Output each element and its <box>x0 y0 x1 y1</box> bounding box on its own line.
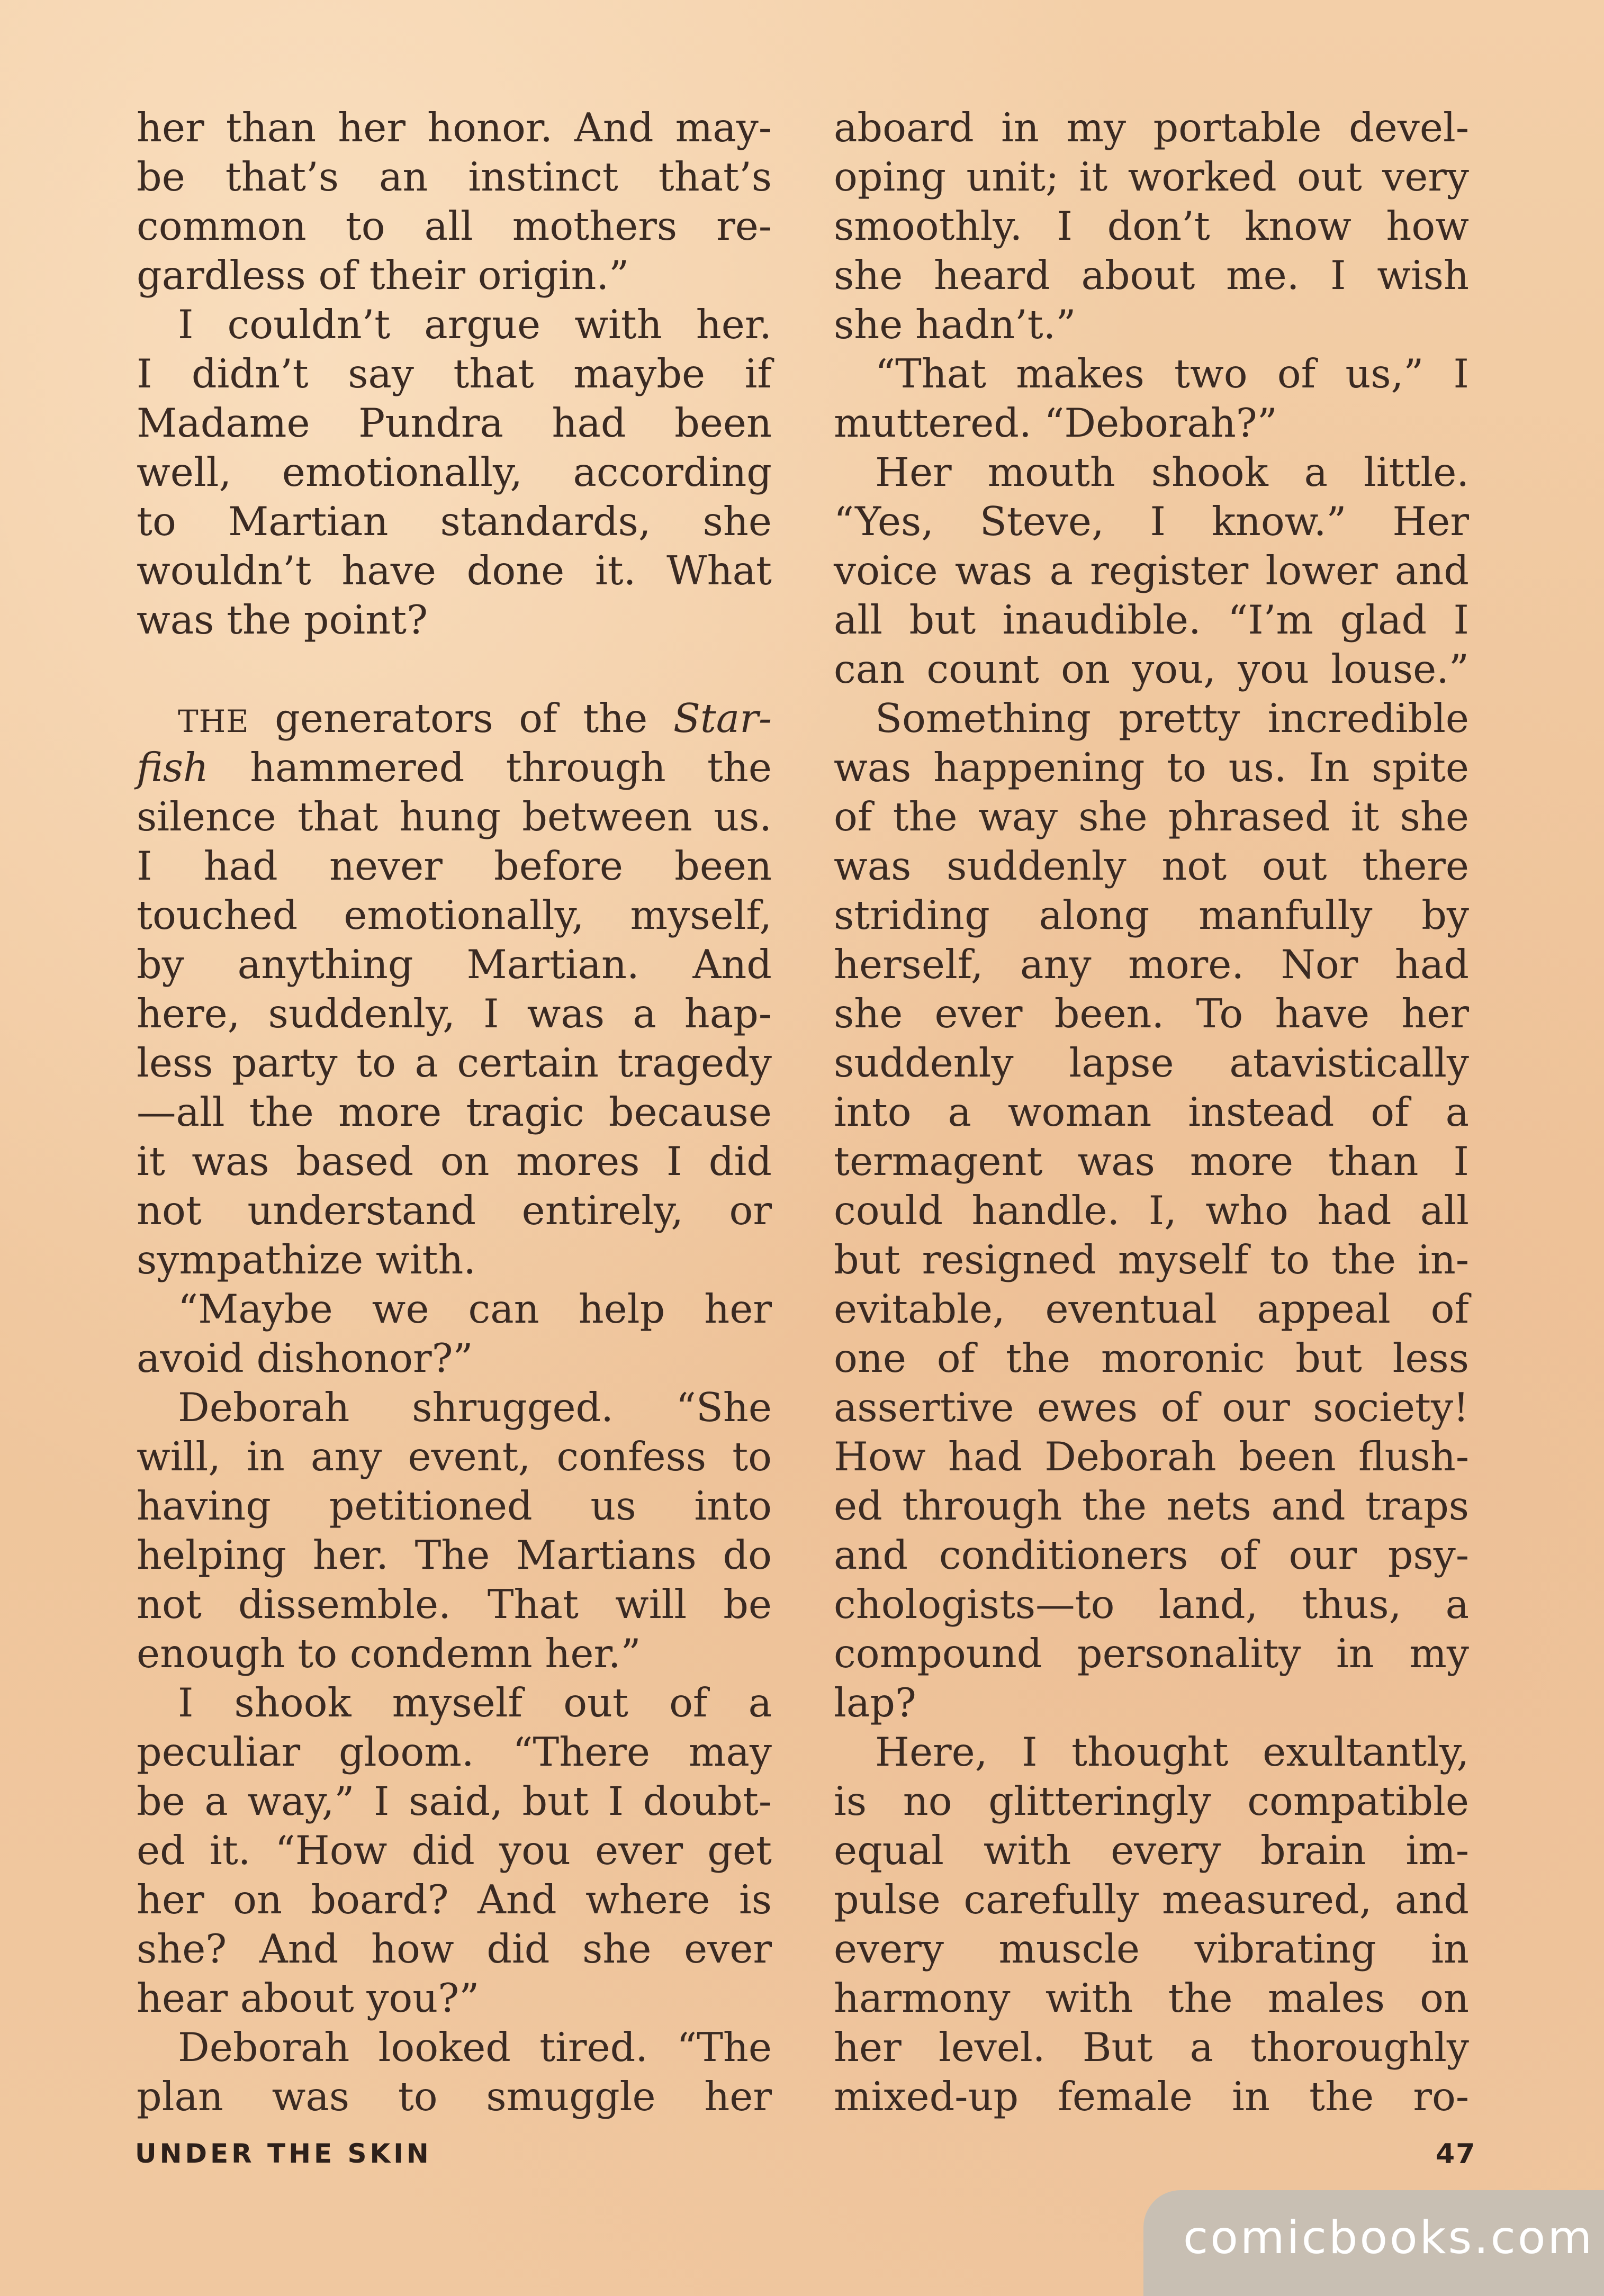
italic-word: Star- <box>673 695 772 742</box>
text-line: helping her. The Martians do <box>137 1532 772 1578</box>
text-line: assertive ewes of our society! <box>834 1385 1469 1431</box>
text-line: ed it. “How did you ever get <box>137 1828 772 1874</box>
text-line: evitable, eventual appeal of <box>834 1286 1469 1332</box>
text-line: peculiar gloom. “There may <box>137 1729 772 1775</box>
text-line: chologists—to land, thus, a <box>834 1581 1469 1628</box>
text-line: one of the moronic but less <box>834 1335 1469 1381</box>
text-line: How had Deborah been flush- <box>834 1434 1469 1480</box>
text-line: she ever been. To have her <box>834 991 1469 1037</box>
text-line: here, suddenly, I was a hap- <box>137 991 772 1037</box>
text-run: generators of the <box>249 695 673 742</box>
text-run: hammered through the <box>208 745 772 791</box>
text-line: having petitioned us into <box>137 1483 772 1529</box>
text-line: harmony with the males on <box>834 1975 1469 2021</box>
text-line: her on board? And where is <box>137 1877 772 1923</box>
text-line: she hadn’t.” <box>834 302 1076 348</box>
text-line <box>137 645 772 694</box>
text-line: I couldn’t argue with her. <box>178 302 772 348</box>
text-line: I shook myself out of a <box>178 1680 772 1726</box>
text-line: Her mouth shook a little. <box>875 449 1469 495</box>
small-caps-lead: THE <box>178 703 249 739</box>
text-line <box>137 694 772 743</box>
text-line: aboard in my portable devel- <box>834 105 1469 151</box>
page-number: 47 <box>1436 2138 1476 2170</box>
text-line: less party to a certain tragedy <box>137 1040 772 1086</box>
text-line: lap? <box>834 1680 916 1726</box>
text-line: herself, any more. Nor had <box>834 942 1469 988</box>
text-line: she heard about me. I wish <box>834 252 1469 299</box>
text-line <box>137 743 772 792</box>
text-line: her level. But a thoroughly <box>834 2024 1469 2071</box>
text-line: can count on you, you louse.” <box>834 646 1469 692</box>
text-line: plan was to smuggle her <box>137 2074 772 2120</box>
text-line: Here, I thought exultantly, <box>875 1729 1469 1775</box>
text-line: “Yes, Steve, I know.” Her <box>834 499 1469 545</box>
text-line: and conditioners of our psy- <box>834 1532 1469 1578</box>
text-line: equal with every brain im- <box>834 1828 1469 1874</box>
text-line: to Martian standards, she <box>137 499 772 545</box>
text-line: voice was a register lower and <box>834 548 1469 594</box>
text-line: her than her honor. And may- <box>137 105 772 151</box>
text-line: oping unit; it worked out very <box>834 154 1469 200</box>
text-line: ed through the nets and traps <box>834 1483 1469 1529</box>
italic-word: fish <box>137 745 209 791</box>
text-line: touched emotionally, myself, <box>137 892 772 938</box>
text-line: could handle. I, who had all <box>834 1188 1469 1234</box>
text-line: compound personality in my <box>834 1631 1469 1677</box>
text-line: was happening to us. In spite <box>834 745 1469 791</box>
text-line: —all the more tragic because <box>137 1089 772 1135</box>
text-line: not dissemble. That will be <box>137 1581 772 1628</box>
text-line: into a woman instead of a <box>834 1089 1469 1135</box>
text-line: not understand entirely, or <box>137 1188 772 1234</box>
text-line: will, in any event, confess to <box>137 1434 772 1480</box>
text-line: of the way she phrased it she <box>834 794 1469 840</box>
text-line: it was based on mores I did <box>137 1138 772 1185</box>
text-line: be a way,” I said, but I doubt- <box>137 1778 772 1824</box>
text-line: suddenly lapse atavistically <box>834 1040 1469 1086</box>
text-line: hear about you?” <box>137 1975 480 2021</box>
watermark-text: comicbooks.com <box>1183 2211 1594 2264</box>
text-line: Deborah looked tired. “The <box>178 2024 772 2071</box>
text-line: well, emotionally, according <box>137 449 772 495</box>
text-column-left <box>137 103 772 2121</box>
text-line: “That makes two of us,” I <box>875 351 1469 397</box>
text-line: but resigned myself to the in- <box>834 1237 1469 1283</box>
text-line: all but inaudible. “I’m glad I <box>834 597 1469 643</box>
text-line: pulse carefully measured, and <box>834 1877 1469 1923</box>
running-title: UNDER THE SKIN <box>135 2138 432 2169</box>
text-line: smoothly. I don’t know how <box>834 203 1469 249</box>
text-line: “Maybe we can help her <box>178 1286 772 1332</box>
text-line: silence that hung between us. <box>137 794 772 840</box>
text-line: sympathize with. <box>137 1237 476 1283</box>
text-line: Something pretty incredible <box>875 695 1469 742</box>
text-line: I didn’t say that maybe if <box>137 351 772 397</box>
text-column-right <box>834 103 1469 2121</box>
text-line: enough to condemn her.” <box>137 1631 641 1677</box>
text-line: wouldn’t have done it. What <box>137 548 772 594</box>
text-line: Madame Pundra had been <box>137 400 772 446</box>
text-line: mixed-up female in the ro- <box>834 2074 1469 2120</box>
text-line: termagent was more than I <box>834 1138 1469 1185</box>
text-line: every muscle vibrating in <box>834 1926 1469 1972</box>
text-line: was suddenly not out there <box>834 843 1469 889</box>
text-line: she? And how did she ever <box>137 1926 772 1972</box>
text-line: muttered. “Deborah?” <box>834 400 1277 446</box>
text-line: avoid dishonor?” <box>137 1335 473 1381</box>
text-line: striding along manfully by <box>834 892 1469 938</box>
text-line: common to all mothers re- <box>137 203 772 249</box>
text-line: be that’s an instinct that’s <box>137 154 772 200</box>
text-line: is no glitteringly compatible <box>834 1778 1469 1824</box>
text-line: I had never before been <box>137 843 772 889</box>
text-line: by anything Martian. And <box>137 942 772 988</box>
text-line: was the point? <box>137 597 428 643</box>
text-line: Deborah shrugged. “She <box>178 1385 772 1431</box>
text-line: gardless of their origin.” <box>137 252 629 299</box>
